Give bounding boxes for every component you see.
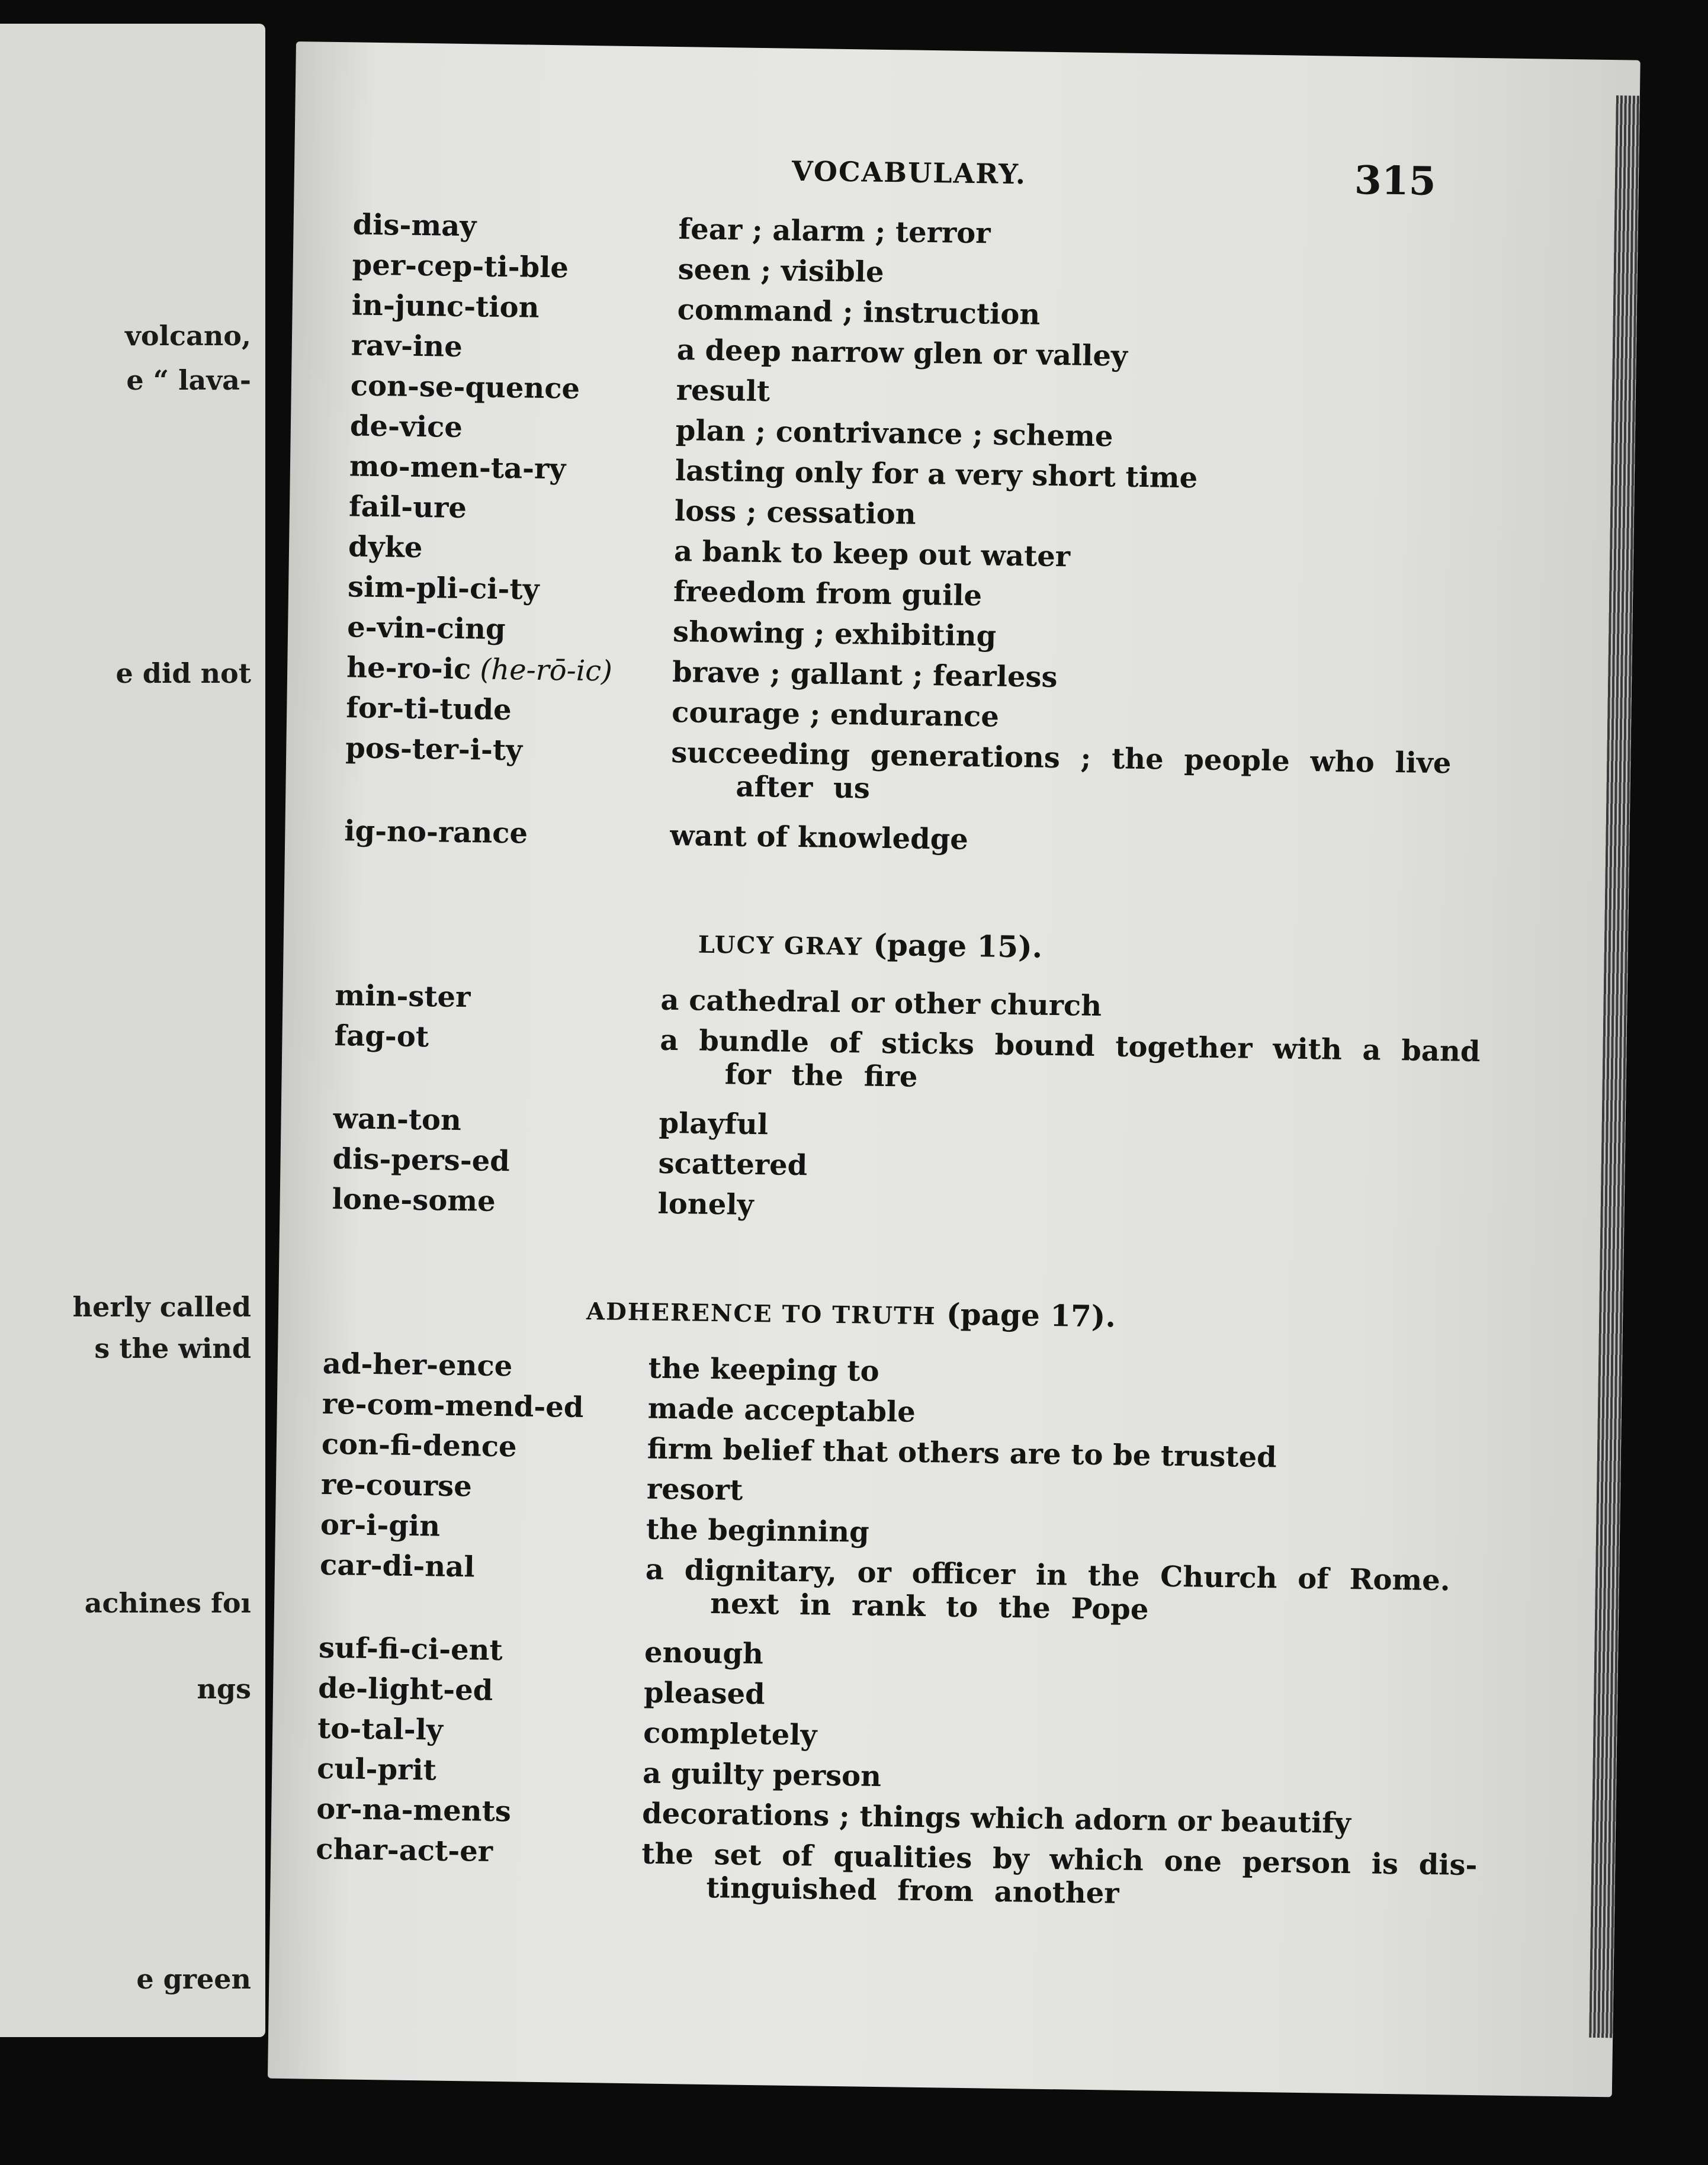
vocab-word-text: dyke (348, 530, 423, 565)
vocab-word-text: car-di-nal (319, 1548, 475, 1584)
vocab-word-text: fag-ot (334, 1019, 429, 1054)
vocab-word (318, 1672, 493, 1707)
vocab-word (349, 490, 467, 525)
vocab-definition-text: command ; instruction (677, 293, 1041, 332)
vocab-word (351, 329, 463, 364)
vocab-definition (675, 454, 1198, 494)
vocab-word-text: fail-ure (348, 490, 467, 525)
section-title-page-ref: (page 15). (862, 927, 1043, 965)
vocab-definition (646, 1512, 869, 1549)
vocab-word (320, 1549, 475, 1584)
vocab-word-text: or-na-ments (316, 1792, 512, 1829)
vocab-word (348, 530, 423, 564)
vocab-definition-text: succeeding generations ; the people who live (670, 735, 1452, 780)
vocab-word-text: re-com-mend-ed (322, 1387, 584, 1424)
vocab-word-text: pos-ter-i-ty (345, 731, 523, 767)
vocab-word-text: he-ro-ic (346, 651, 471, 686)
vocab-definition (659, 1024, 1480, 1101)
section-title (698, 925, 1042, 965)
page-edge (1589, 95, 1640, 2038)
left-page-text-fragment: ngs (197, 1673, 251, 1705)
vocab-word-text: con-fi-dence (321, 1427, 517, 1464)
vocab-definition-text: the set of qualities by which one person is dis- (641, 1837, 1478, 1883)
vocab-definition-text: want of knowledge (669, 818, 969, 856)
vocab-word-text: rav-ine (351, 329, 463, 364)
vocab-word (350, 409, 463, 444)
vocab-definition-text: made acceptable (647, 1392, 916, 1429)
vocab-definition-continuation: next in rank to the Pope (709, 1587, 1149, 1627)
vocab-definition-text: the keeping to (648, 1351, 879, 1388)
vocab-definition (657, 1187, 754, 1222)
vocab-definition-text: the beginning (646, 1512, 870, 1549)
vocab-word (332, 1183, 496, 1218)
vocab-definition-text: freedom from guile (673, 574, 983, 613)
section-title (586, 1292, 1116, 1334)
vocab-definition (643, 1716, 817, 1752)
vocab-definition-text: enough (644, 1636, 764, 1671)
vocab-definition-text: pleased (643, 1676, 766, 1711)
vocab-definition (672, 656, 1058, 694)
vocab-word-text: ig-no-rance (344, 814, 528, 850)
vocab-word-text: dis-may (352, 208, 477, 243)
vocab-word (351, 288, 539, 324)
vocab-word-text: e-vin-cing (346, 611, 506, 647)
vocab-word (332, 1142, 510, 1178)
vocab-word-text: con-se-quence (350, 369, 580, 406)
vocab-word (352, 248, 569, 284)
vocab-word (320, 1508, 441, 1543)
vocab-definition (648, 1352, 879, 1388)
vocab-definition (647, 1473, 743, 1507)
vocab-word (317, 1752, 436, 1787)
left-page-text-fragment: e did not (115, 657, 251, 689)
vocab-definition (659, 1107, 768, 1142)
vocab-word (335, 979, 471, 1014)
vocab-definition (670, 736, 1452, 813)
vocab-word-text: mo-men-ta-ry (349, 449, 566, 486)
vocab-definition (642, 1797, 1351, 1840)
vocab-definition (673, 575, 983, 612)
vocab-definition (644, 1676, 765, 1711)
vocab-definition (675, 494, 916, 531)
vocab-word (347, 611, 506, 646)
vocab-definition (641, 1837, 1478, 1915)
vocab-word-text: per-cep-ti-ble (352, 248, 569, 285)
vocab-word (345, 731, 522, 767)
vocab-definition-text: fear ; alarm ; terror (678, 213, 991, 250)
vocab-word (317, 1712, 443, 1747)
vocab-word-text: min-ster (335, 979, 471, 1014)
section-title-name: LUCY GRAY (698, 930, 863, 961)
vocab-definition-text: a guilty person (642, 1756, 882, 1794)
vocab-word (334, 1019, 429, 1053)
vocab-word-text: wan-ton (333, 1102, 462, 1138)
vocab-word-text: de-vice (349, 409, 463, 444)
vocab-word-text: re-course (320, 1467, 473, 1504)
vocab-word-text: dis-pers-ed (332, 1142, 511, 1178)
vocab-definition (644, 1636, 764, 1671)
vocab-definition (647, 1432, 1277, 1475)
vocab-definition-text: playful (659, 1106, 769, 1142)
vocab-word (352, 208, 476, 243)
vocab-definition-text: lonely (657, 1187, 754, 1222)
vocab-word (322, 1428, 517, 1464)
vocab-word (344, 814, 528, 850)
right-page (268, 41, 1640, 2097)
vocab-definition (645, 1553, 1450, 1630)
left-page-text-fragment: achines foı (84, 1587, 251, 1619)
vocab-definition (677, 293, 1040, 332)
vocab-definition (674, 535, 1071, 573)
page-number: 315 (1354, 156, 1437, 204)
left-page-text-fragment: e green (136, 1963, 251, 1995)
vocab-definition-continuation: after us (736, 770, 871, 805)
vocab-definition (670, 819, 968, 856)
vocab-word-text: for-ti-tude (345, 691, 512, 727)
vocab-definition-text: result (676, 374, 770, 409)
vocab-definition (675, 414, 1113, 453)
section-title-name: ADHERENCE TO TRUTH (586, 1297, 936, 1331)
vocab-definition-text: a deep narrow glen or valley (676, 333, 1128, 373)
vocab-word-text: or-i-gin (320, 1508, 441, 1543)
vocab-definition-text: scattered (658, 1146, 808, 1183)
vocab-definition (658, 1147, 807, 1183)
vocab-definition-text: lasting only for a very short time (675, 454, 1198, 495)
vocab-word-text: cul-prit (316, 1752, 437, 1787)
vocab-pronunciation: (he-rō-ic) (470, 653, 613, 688)
left-page-text-fragment: s the wind (94, 1332, 251, 1364)
vocab-word-text: ad-her-ence (322, 1347, 513, 1383)
vocab-definition-text: brave ; gallant ; fearless (672, 655, 1058, 695)
left-page-text-fragment: e “ lava- (126, 364, 251, 396)
left-page-text-fragment: volcano, (125, 320, 251, 352)
vocab-definition-text: a bank to keep out water (673, 534, 1071, 574)
vocab-word (349, 449, 566, 486)
vocab-word (322, 1347, 512, 1383)
vocab-definition-text: plan ; contrivance ; scheme (675, 414, 1113, 454)
vocab-word-text: de-light-ed (317, 1671, 493, 1707)
vocab-definition-continuation: for the fire (724, 1058, 918, 1094)
vocab-word (316, 1833, 493, 1868)
vocab-definition-text: a bundle of sticks bound together with a band (660, 1023, 1481, 1069)
vocab-word-text: sim-pli-ci-ty (347, 570, 540, 606)
vocab-definition-text: decorations ; things which adorn or beautify (641, 1797, 1351, 1840)
left-page-text-fragment: herly called (72, 1291, 251, 1323)
vocab-definition-text: resort (646, 1472, 743, 1507)
running-header: VOCABULARY. (791, 155, 1027, 191)
vocab-definition (678, 253, 884, 289)
vocab-definition (660, 984, 1102, 1023)
vocab-definition-text: a cathedral or other church (660, 983, 1102, 1023)
left-page (0, 24, 265, 2037)
vocab-word (346, 651, 612, 688)
vocab-word (319, 1631, 503, 1667)
vocab-definition (678, 213, 991, 250)
vocab-definition (673, 615, 997, 653)
vocab-definition (676, 333, 1128, 373)
vocab-word (321, 1468, 473, 1504)
vocab-definition (672, 696, 999, 734)
vocab-definition (647, 1392, 916, 1429)
vocab-definition-text: courage ; endurance (671, 695, 1000, 734)
vocab-word-text: char-act-er (315, 1832, 493, 1868)
vocab-word (333, 1102, 461, 1137)
vocab-word (348, 570, 540, 606)
vocab-definition-text: showing ; exhibiting (672, 615, 997, 653)
vocab-definition-text: a dignitary, or officer in the Church of Rome. (645, 1553, 1450, 1598)
vocab-word-text: suf-fi-ci-ent (318, 1631, 503, 1668)
vocab-word (316, 1793, 511, 1829)
vocab-definition-text: firm belief that others are to be trusted (647, 1432, 1277, 1475)
section-title-page-ref: (page 17). (936, 1296, 1116, 1334)
vocab-definition (676, 374, 770, 408)
vocab-word-text: in-junc-tion (351, 288, 540, 325)
vocab-word-text: to-tal-ly (317, 1711, 444, 1747)
vocab-definition-text: completely (643, 1716, 817, 1752)
vocab-definition-text: seen ; visible (678, 253, 884, 289)
vocab-word (351, 369, 580, 405)
vocab-word-text: lone-some (332, 1183, 496, 1218)
vocab-definition (643, 1756, 882, 1793)
vocab-word (346, 691, 512, 727)
vocab-definition-text: loss ; cessation (674, 494, 917, 531)
vocab-word (322, 1387, 583, 1424)
vocab-definition-continuation: tinguished from another (706, 1871, 1119, 1910)
